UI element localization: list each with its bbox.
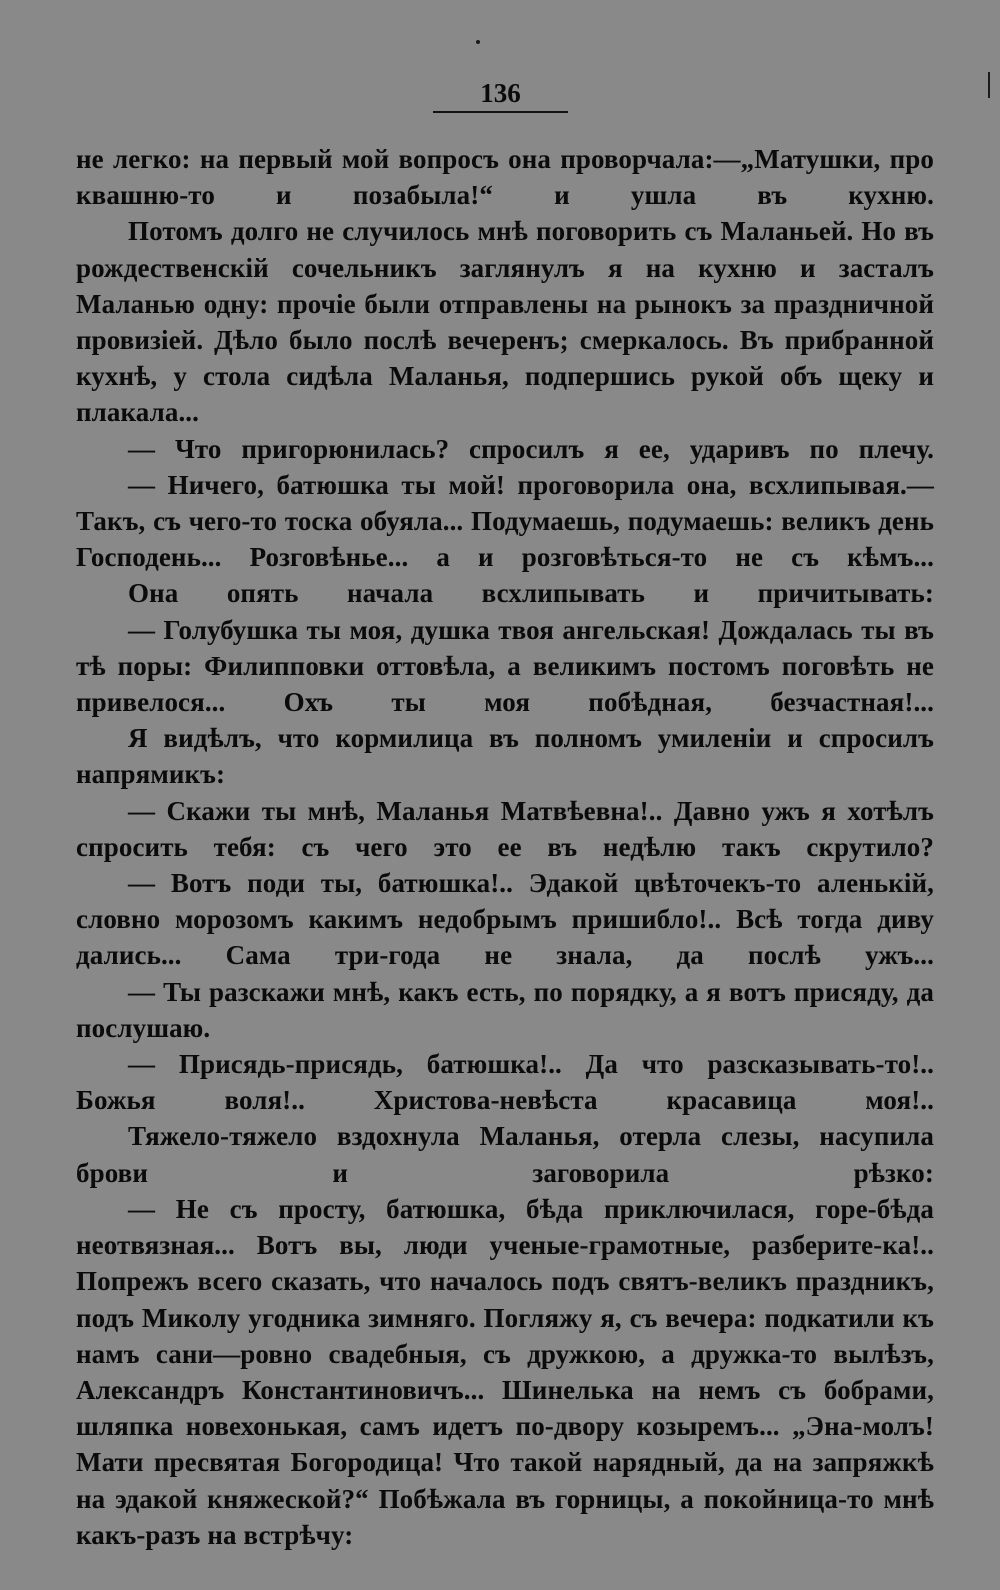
paragraph-9: — Вотъ поди ты, батюшка!.. Эдакой цвѣточекъ-то аленькій, словно морозомъ какимъ недобрымъ пришибло!.. Всѣ тогда диву дались... Сама три-года не знала, да послѣ ужъ... (76, 868, 934, 971)
page-number-rule (433, 111, 568, 113)
body-text (76, 141, 934, 1553)
paragraph-12: Тяжело-тяжело вздохнула Маланья, отерла слезы, насупила брови и заговорила рѣзко: (76, 1121, 934, 1188)
paragraph-7: Я видѣлъ, что кормилица въ полномъ умиленіи и спросилъ напрямикъ: (76, 723, 934, 790)
paragraph-10: — Ты разскажи мнѣ, какъ есть, по порядку, а я вотъ присяду, да послушаю. (76, 976, 934, 1043)
paragraph-13: — Не съ просту, батюшка, бѣда приключилася, горе-бѣда неотвязная... Вотъ вы, люди ученые-грамотные, разберите-ка!.. Попрежъ всего сказать, что началось подъ святъ-великъ праздникъ, подъ Миколу угодника зимняго. Погляжу я, съ вечера: подкатили къ намъ сани—ровно свадебныя, съ дружкою, а дружка-то вылѣзъ, Александръ Константиновичъ... Шинелька на немъ съ бобрами, шляпка новехонькая, самъ идетъ по-двору козыремъ... „Эна-молъ! Мати пресвятая Богородица! Что такой нарядный, да на запряжкѣ на эдакой княжеской?“ Побѣжала въ горницы, а покойница-то мнѣ какъ-разъ на встрѣчу: (76, 1193, 934, 1550)
page-edge-mark (988, 72, 990, 98)
ink-speck (476, 40, 480, 44)
page-number: 136 (480, 78, 521, 108)
paragraph-5: Она опять начала всхлипывать и причитывать: (128, 578, 934, 609)
paragraph-6: — Голубушка ты моя, душка твоя ангельская! Дождалась ты въ тѣ поры: Филипповки оттовѣла, а великимъ постомъ поговѣть не привелося... Охъ ты моя побѣдная, безчастная!... (76, 614, 934, 718)
paragraph-8: — Скажи ты мнѣ, Маланья Матвѣевна!.. Давно ужъ я хотѣлъ спросить тебя: съ чего это ее въ недѣлю такъ скрутило? (76, 795, 934, 862)
paragraph-2: Потомъ долго не случилось мнѣ поговорить съ Маланьей. Но въ рождественскій сочельникъ заглянулъ я на кухню и засталъ Маланью одну: прочіе были отправлены на рынокъ за праздничной провизіей. Дѣло было послѣ вечеренъ; смеркалось. Въ прибранной кухнѣ, у стола сидѣла Маланья, подпершись рукой объ щеку и плакала... (76, 216, 934, 428)
paragraph-11: — Присядь-присядь, батюшка!.. Да что разсказывать-то!.. Божья воля!.. Христова-невѣста красавица моя!.. (76, 1049, 934, 1116)
paragraph-1: не легко: на первый мой вопросъ она проворчала:—„Матушки, про квашню-то и позабыла!“ и ушла въ кухню. (76, 144, 934, 211)
paragraph-4: — Ничего, батюшка ты мой! проговорила она, всхлипывая.— Такъ, съ чего-то тоска обуяла... Подумаешь, подумаешь: великъ день Господень... Розговѣнье... а и розговѣться-то не съ кѣмъ... (76, 469, 934, 573)
paragraph-3: — Что пригорюнилась? спросилъ я ее, ударивъ по плечу. (128, 433, 934, 464)
